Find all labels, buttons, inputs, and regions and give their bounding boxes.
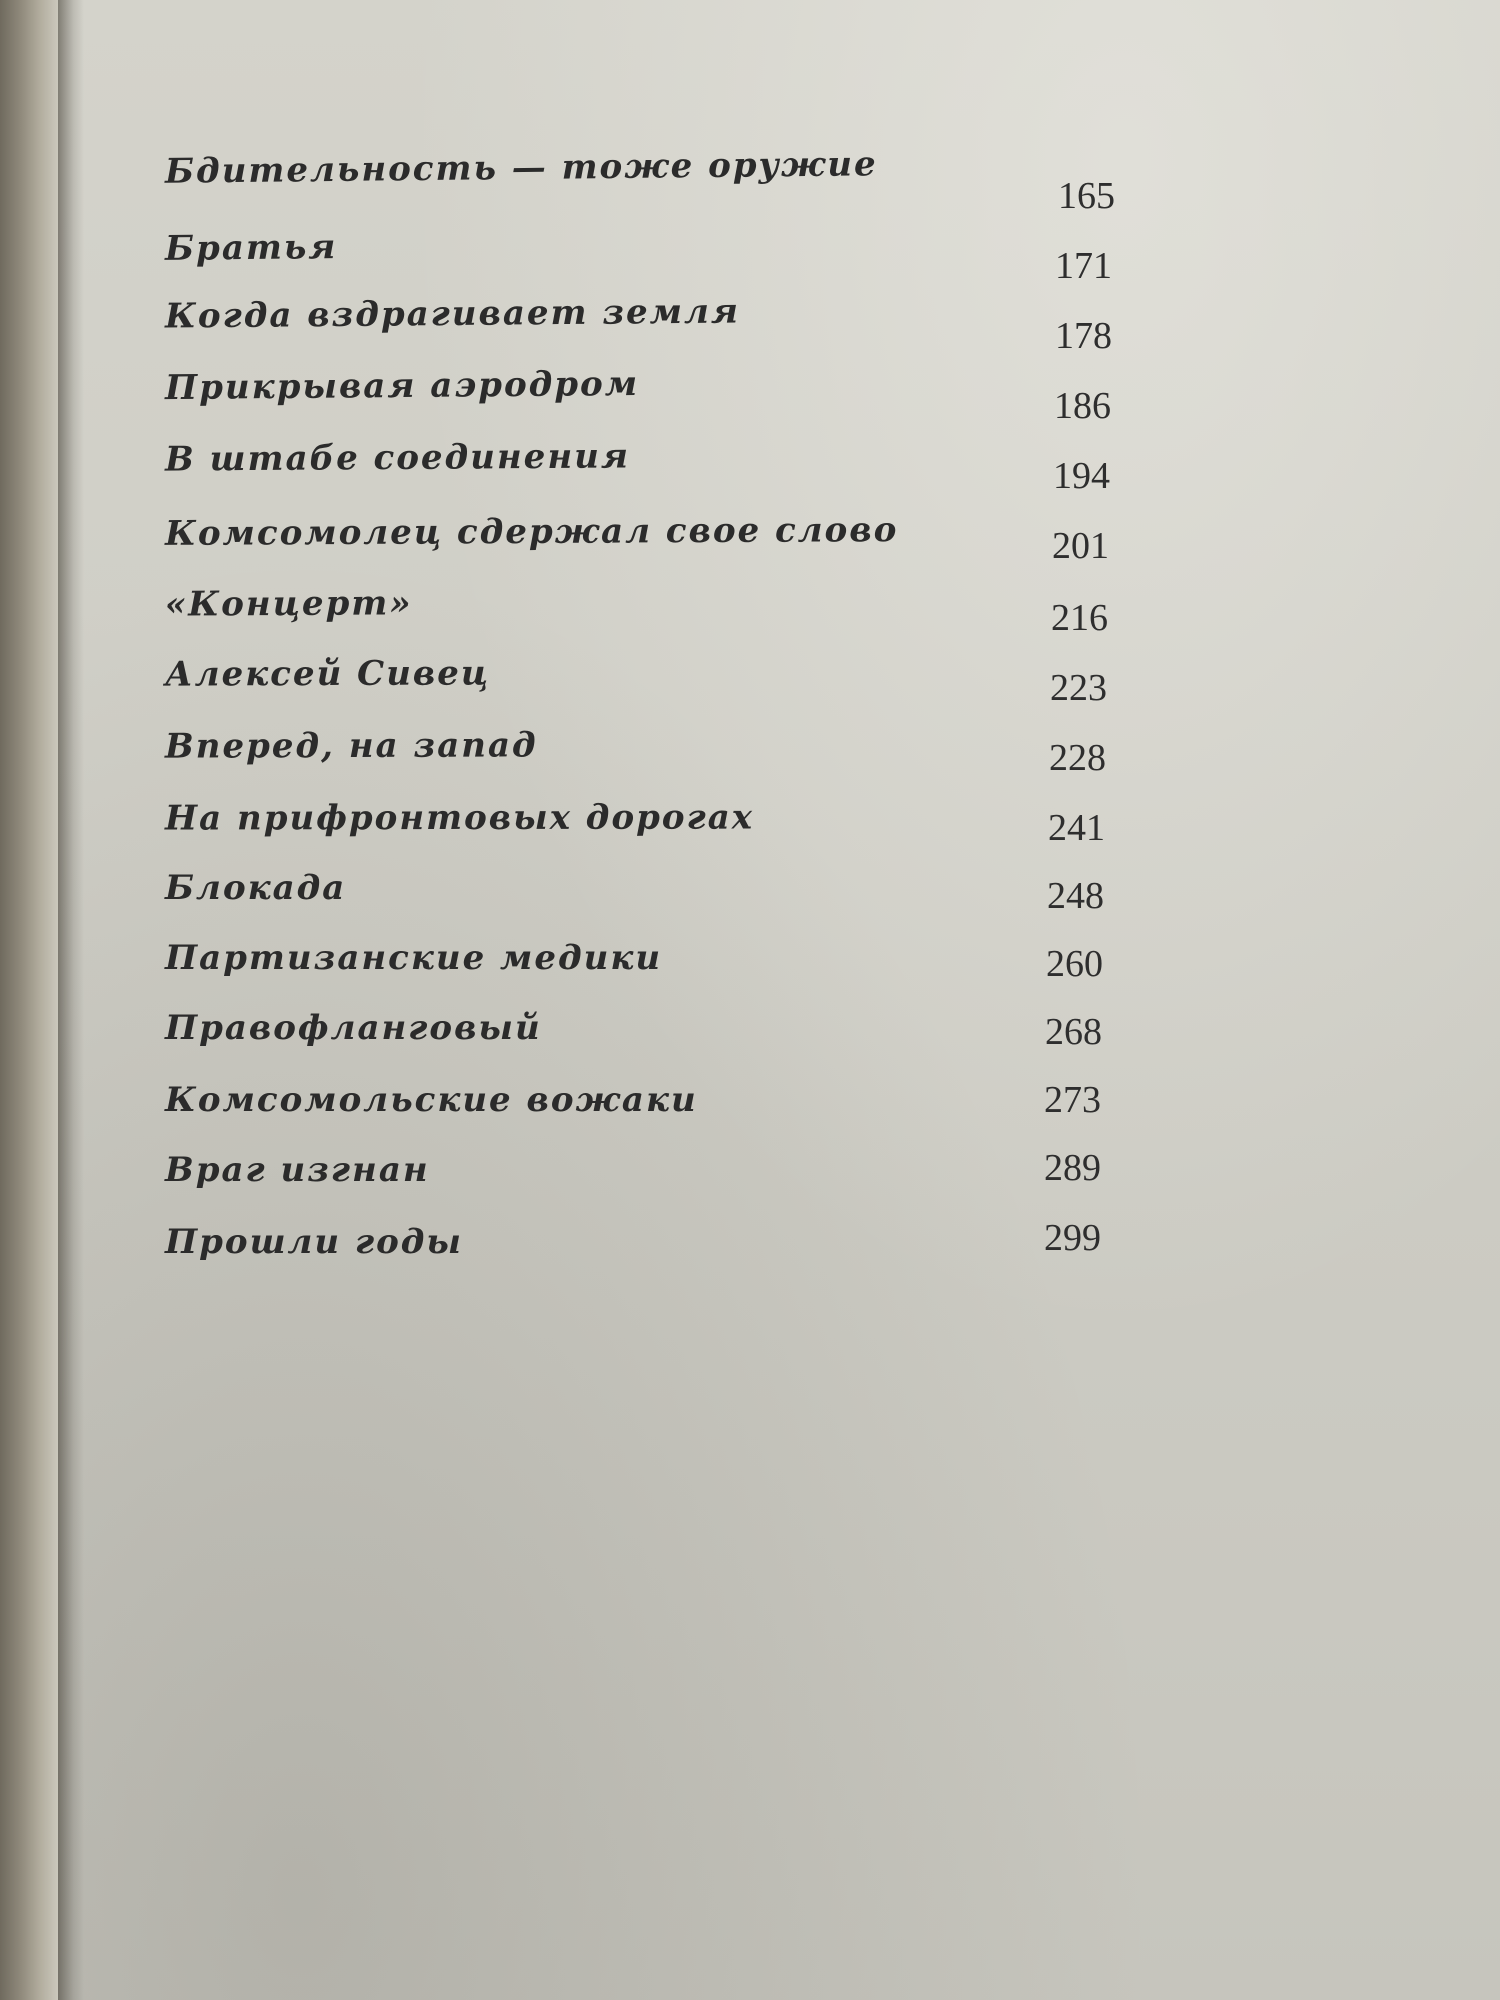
- toc-entry-title: Прошли годы: [165, 1222, 464, 1262]
- toc-entry: [0, 363, 1500, 427]
- toc-entry-page: 178: [1055, 315, 1112, 357]
- toc-entry: [0, 1008, 1500, 1068]
- toc-entry-page: 216: [1051, 597, 1108, 639]
- toc-entry: [0, 1217, 1500, 1282]
- toc-entry-page: 228: [1049, 737, 1106, 779]
- toc-entry-page: 165: [1058, 175, 1115, 217]
- toc-entry: [0, 654, 1500, 714]
- toc-entry: [0, 1147, 1500, 1210]
- toc-entry-page: 248: [1047, 875, 1104, 917]
- toc-entry-title: Братья: [164, 227, 338, 269]
- toc-entry-title: В штабе соединения: [164, 436, 631, 480]
- toc-entry-title: Алексей Сивец: [164, 653, 491, 695]
- toc-entry-title: Блокада: [165, 868, 347, 908]
- toc-entry-title: Партизанские медики: [165, 938, 663, 978]
- toc-entry-page: 186: [1054, 385, 1111, 427]
- toc-entry: [0, 144, 1500, 217]
- toc-entry: [0, 726, 1500, 786]
- toc-entry-title: Правофланговый: [165, 1008, 542, 1048]
- toc-entry-title: «Концерт»: [164, 583, 413, 625]
- toc-entry-title: Комсомолец сдержал свое слово: [164, 510, 899, 554]
- toc-entry: [0, 798, 1500, 858]
- toc-entry: [0, 1080, 1500, 1140]
- toc-entry-page: 260: [1046, 943, 1103, 985]
- toc-entry-title: Бдительность — тоже оружие: [164, 144, 878, 192]
- toc-entry: [0, 584, 1500, 644]
- toc-entry: [0, 868, 1500, 928]
- toc-entry: [0, 938, 1500, 998]
- toc-entry-page: 299: [1044, 1217, 1101, 1259]
- toc-entry: [0, 228, 1500, 288]
- toc-entry-title: Прикрывая аэродром: [164, 363, 640, 409]
- toc-entry-page: 241: [1048, 807, 1105, 849]
- toc-entry-title: На прифронтовых дорогах: [164, 797, 755, 839]
- toc-entry-title: Комсомольские вожаки: [165, 1080, 698, 1120]
- toc-entry-title: Когда вздрагивает земля: [164, 291, 741, 337]
- toc-entry-page: 289: [1044, 1147, 1101, 1189]
- toc-entry-page: 223: [1050, 667, 1107, 709]
- toc-entry-title: Вперед, на запад: [164, 725, 538, 767]
- toc-entry: [0, 512, 1500, 572]
- toc-entry: [0, 438, 1500, 498]
- toc-entry-page: 268: [1045, 1011, 1102, 1053]
- toc-entry-page: 171: [1055, 245, 1112, 287]
- toc-entry-page: 201: [1052, 525, 1109, 567]
- toc-entry-title: Враг изгнан: [165, 1150, 430, 1190]
- toc-entry-page: 273: [1044, 1079, 1101, 1121]
- toc-entry-page: 194: [1053, 455, 1110, 497]
- toc-entry: [0, 291, 1500, 357]
